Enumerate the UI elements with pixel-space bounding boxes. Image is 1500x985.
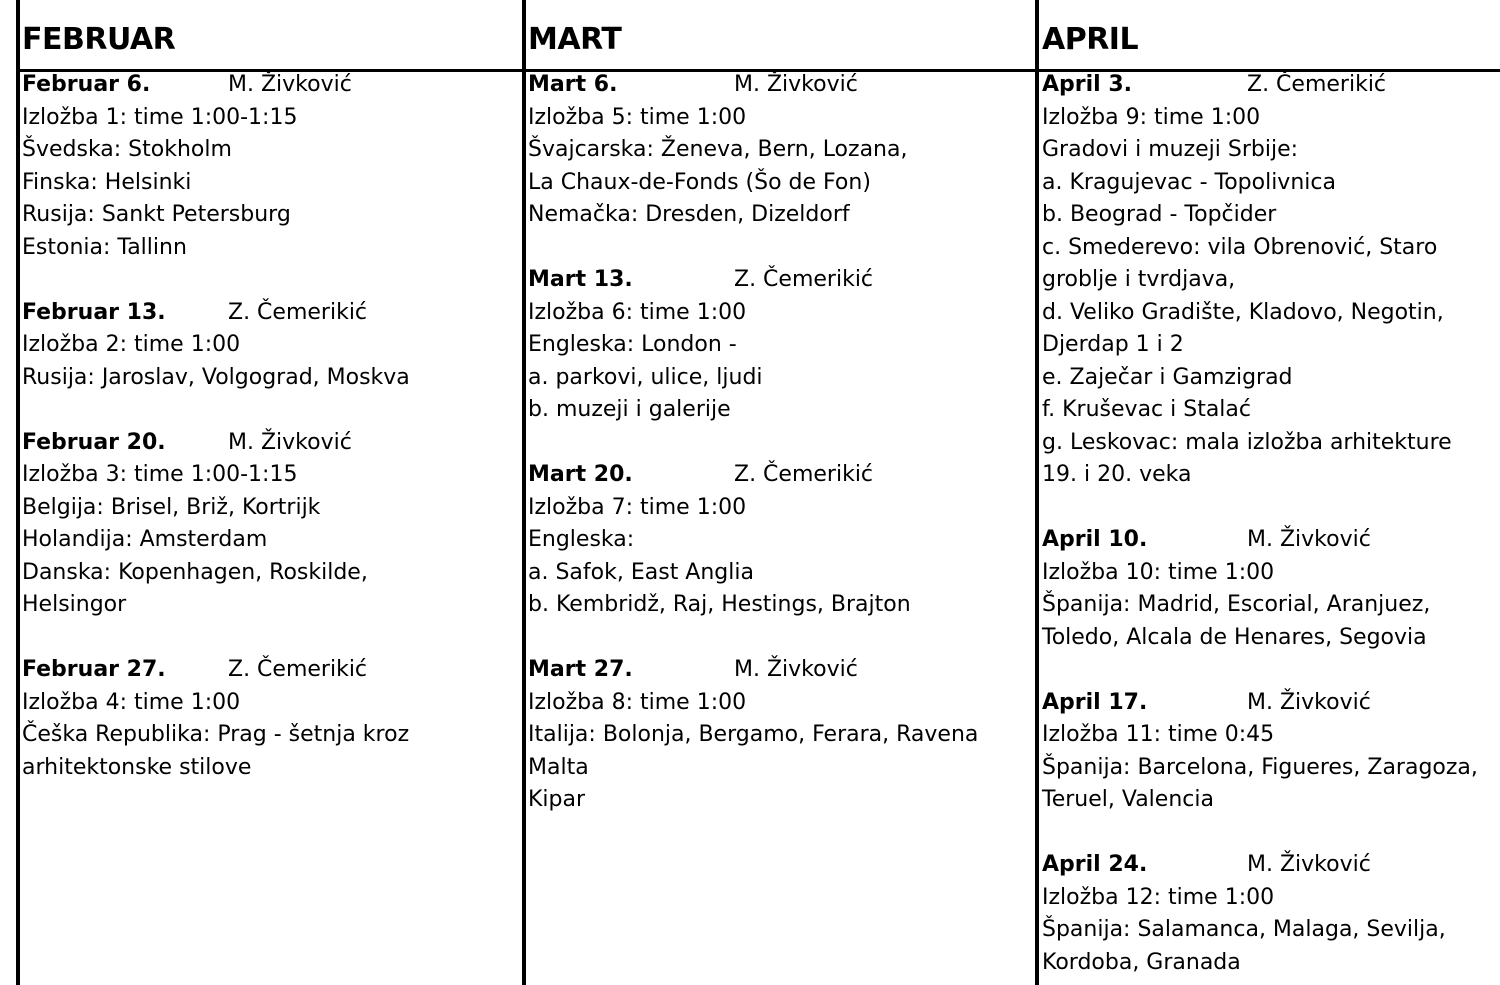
entry-date: Februar 20.	[22, 429, 166, 455]
schedule-entry	[1042, 687, 1478, 817]
entry-detail-line: Gradovi i muzeji Srbije:	[1042, 137, 1299, 162]
entry-detail-line: Belgija: Brisel, Briž, Kortrijk	[22, 494, 321, 520]
entry-lecturer: M. Živković	[1247, 527, 1371, 552]
month-header: APRIL	[1042, 22, 1139, 57]
schedule-entry	[1042, 849, 1478, 979]
entry-date: Februar 13.	[22, 299, 166, 325]
schedule-entry	[22, 654, 410, 784]
entry-detail-line: Djerdap 1 i 2	[1042, 332, 1184, 357]
month-header: MART	[528, 22, 622, 57]
column-divider-middle-right	[1035, 0, 1039, 985]
entry-detail-line: e. Zaječar i Gamzigrad	[1042, 364, 1293, 390]
entry-lecturer: Z. Čemerikić	[228, 299, 368, 325]
entry-detail-line: Izložba 7: time 1:00	[528, 494, 747, 520]
month-entries	[1042, 69, 1478, 979]
schedule-entry	[528, 69, 978, 232]
entry-date: April 3.	[1042, 72, 1133, 97]
entry-detail-line: Španija: Madrid, Escorial, Aranjuez,	[1042, 592, 1431, 617]
entry-detail-line: Engleska:	[528, 527, 635, 552]
month-header: FEBRUAR	[22, 22, 176, 57]
entry-detail-line: Švajcarska: Ženeva, Bern, Lozana,	[528, 137, 908, 162]
entry-detail-line: groblje i tvrdjava,	[1042, 267, 1236, 292]
schedule-entry	[1042, 524, 1478, 654]
entry-detail-line: Švedska: Stokholm	[22, 137, 232, 162]
column-divider-left	[16, 0, 20, 985]
entry-lecturer: M. Živković	[1247, 852, 1371, 877]
entry-detail-line: Estonia: Tallinn	[22, 234, 187, 260]
schedule-entry	[22, 69, 410, 264]
entry-lecturer: M. Živković	[1247, 689, 1371, 715]
entry-detail-line: Kipar	[528, 787, 586, 812]
entry-lecturer: M. Živković	[228, 72, 352, 97]
schedule-entry	[22, 427, 410, 622]
entry-heading	[1042, 687, 1478, 720]
entry-lecturer: Z. Čemerikić	[734, 267, 874, 292]
entry-detail-line: b. Beograd - Topčider	[1042, 202, 1277, 227]
entry-lecturer: Z. Čemerikić	[1247, 72, 1387, 97]
entry-detail-line: Izložba 12: time 1:00	[1042, 884, 1275, 910]
entry-detail-line: a. Safok, East Anglia	[528, 559, 754, 585]
entry-date: Mart 27.	[528, 657, 633, 682]
entry-detail-line: Izložba 1: time 1:00-1:15	[22, 104, 298, 130]
entry-detail-line: Izložba 8: time 1:00	[528, 689, 747, 715]
entry-detail-line: Rusija: Jaroslav, Volgograd, Moskva	[22, 364, 410, 390]
entry-detail-line: Malta	[528, 754, 589, 780]
entry-lecturer: Z. Čemerikić	[228, 657, 368, 682]
entry-heading	[22, 69, 410, 102]
entry-detail-line: Izložba 11: time 0:45	[1042, 722, 1275, 747]
entry-detail-line: Izložba 5: time 1:00	[528, 104, 747, 130]
entry-date: April 17.	[1042, 689, 1148, 715]
entry-detail-line: 19. i 20. veka	[1042, 462, 1192, 487]
entry-detail-line: Izložba 2: time 1:00	[22, 332, 241, 357]
entry-detail-line: Španija: Salamanca, Malaga, Sevilja,	[1042, 917, 1446, 942]
entry-date: Mart 6.	[528, 72, 618, 97]
entry-spacer	[22, 622, 410, 655]
entry-detail-line: Engleska: London -	[528, 332, 737, 357]
entry-date: Mart 20.	[528, 462, 633, 487]
entry-detail-line: Češka Republika: Prag - šetnja kroz	[22, 722, 410, 747]
entry-detail-line: Danska: Kopenhagen, Roskilde,	[22, 559, 368, 585]
entry-heading	[528, 69, 978, 102]
entry-heading	[528, 264, 978, 297]
entry-detail-line: Nemačka: Dresden, Dizeldorf	[528, 202, 850, 227]
entry-heading	[1042, 524, 1478, 557]
schedule-entry	[22, 297, 410, 395]
schedule-entry	[528, 459, 978, 622]
entry-date: Februar 6.	[22, 72, 151, 97]
entry-detail-line: Izložba 6: time 1:00	[528, 299, 747, 325]
entry-detail-line: Izložba 9: time 1:00	[1042, 104, 1261, 130]
entry-lecturer: Z. Čemerikić	[734, 462, 874, 487]
month-entries	[22, 69, 410, 784]
entry-detail-line: g. Leskovac: mala izložba arhitekture	[1042, 429, 1452, 455]
entry-heading	[528, 459, 978, 492]
entry-spacer	[528, 427, 978, 460]
entry-detail-line: a. Kragujevac - Topolivnica	[1042, 169, 1336, 195]
entry-detail-line: Rusija: Sankt Petersburg	[22, 202, 291, 227]
entry-detail-line: Finska: Helsinki	[22, 169, 192, 195]
entry-detail-line: Izložba 3: time 1:00-1:15	[22, 462, 298, 487]
entry-heading	[22, 297, 410, 330]
month-entries	[528, 69, 978, 817]
schedule-entry	[528, 654, 978, 817]
entry-date: Februar 27.	[22, 657, 166, 682]
schedule-entry	[1042, 69, 1478, 492]
entry-detail-line: Helsingor	[22, 592, 127, 617]
entry-detail-line: f. Kruševac i Stalać	[1042, 397, 1251, 422]
entry-spacer	[1042, 492, 1478, 525]
entry-detail-line: Teruel, Valencia	[1042, 787, 1214, 812]
entry-detail-line: b. muzeji i galerije	[528, 397, 731, 422]
entry-heading	[22, 654, 410, 687]
entry-detail-line: Toledo, Alcala de Henares, Segovia	[1042, 624, 1427, 650]
entry-spacer	[1042, 817, 1478, 850]
entry-spacer	[528, 622, 978, 655]
entry-detail-line: arhitektonske stilove	[22, 754, 252, 780]
entry-spacer	[22, 394, 410, 427]
entry-spacer	[528, 232, 978, 265]
entry-heading	[528, 654, 978, 687]
entry-lecturer: M. Živković	[228, 429, 352, 455]
entry-heading	[1042, 849, 1478, 882]
entry-date: April 10.	[1042, 527, 1148, 552]
entry-spacer	[1042, 654, 1478, 687]
entry-lecturer: M. Živković	[734, 72, 858, 97]
entry-detail-line: d. Veliko Gradište, Kladovo, Negotin,	[1042, 299, 1444, 325]
entry-detail-line: Izložba 10: time 1:00	[1042, 559, 1275, 585]
entry-detail-line: Holandija: Amsterdam	[22, 527, 268, 552]
entry-detail-line: b. Kembridž, Raj, Hestings, Brajton	[528, 592, 911, 617]
entry-heading	[1042, 69, 1478, 102]
entry-detail-line: Izložba 4: time 1:00	[22, 689, 241, 715]
entry-detail-line: a. parkovi, ulice, ljudi	[528, 364, 763, 390]
entry-detail-line: Italija: Bolonja, Bergamo, Ferara, Ravena	[528, 722, 979, 747]
entry-detail-line: La Chaux-de-Fonds (Šo de Fon)	[528, 169, 871, 195]
entry-date: April 24.	[1042, 852, 1148, 877]
entry-detail-line: Španija: Barcelona, Figueres, Zaragoza,	[1042, 754, 1478, 780]
entry-lecturer: M. Živković	[734, 657, 858, 682]
schedule-entry	[528, 264, 978, 427]
column-divider-middle-left	[522, 0, 526, 985]
entry-detail-line: c. Smederevo: vila Obrenović, Staro	[1042, 234, 1438, 260]
entry-heading	[22, 427, 410, 460]
entry-detail-line: Kordoba, Granada	[1042, 949, 1241, 975]
entry-date: Mart 13.	[528, 267, 633, 292]
entry-spacer	[22, 264, 410, 297]
